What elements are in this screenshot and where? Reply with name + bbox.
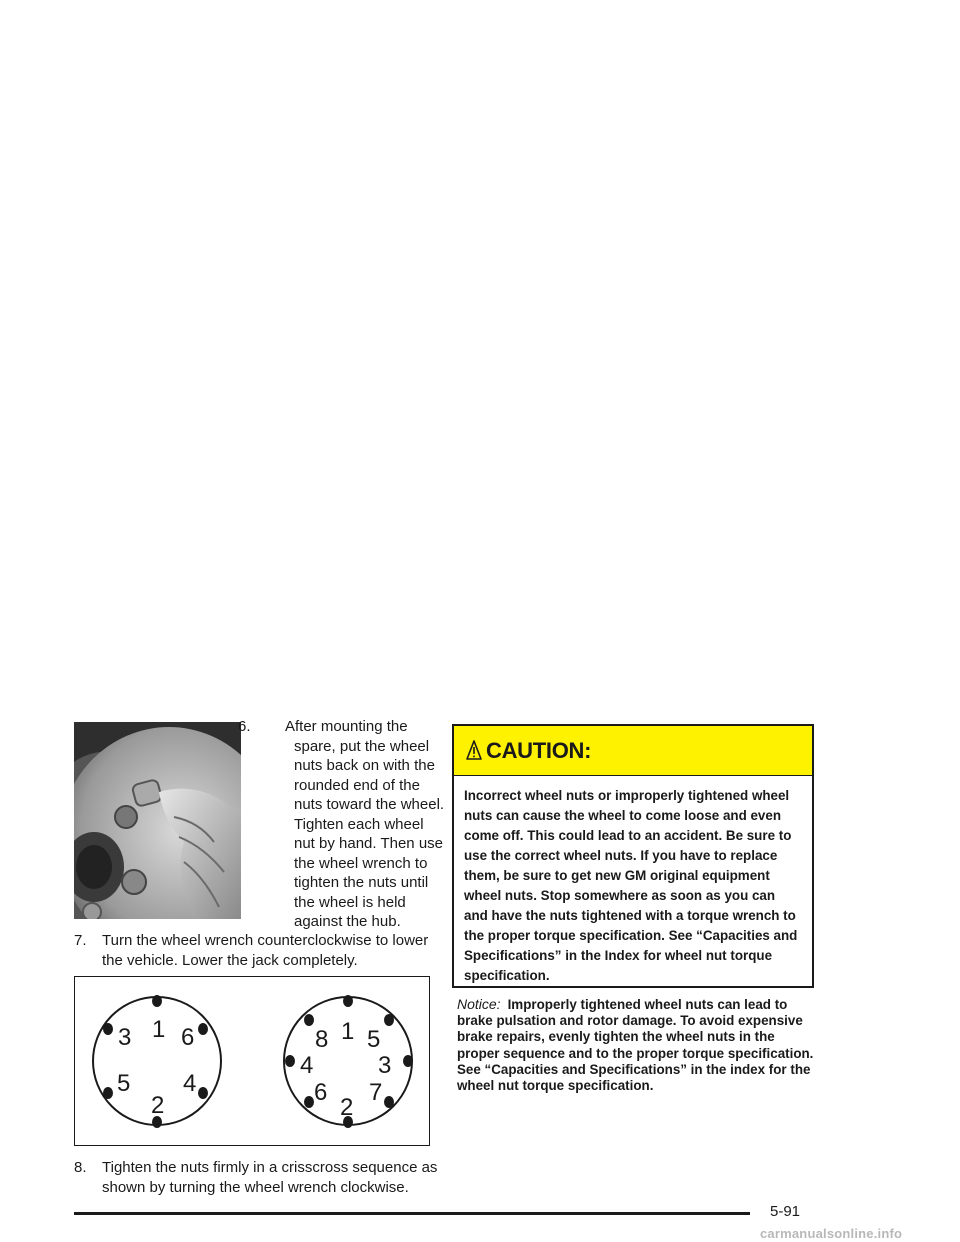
- watermark: carmanualsonline.info: [760, 1226, 903, 1241]
- six-lug-label: 3: [118, 1024, 132, 1051]
- step-text: Turn the wheel wrench counterclockwise to lower the vehicle. Lower the jack completely.: [102, 932, 429, 969]
- eight-lug-label: 3: [378, 1052, 392, 1079]
- footer-rule: [74, 1212, 750, 1215]
- notice-text: Improperly tightened wheel nuts can lead to brake pulsation and rotor damage. To avoid expensive brake repairs, evenly tighten the wheel nuts in the proper sequence and to the proper torque specification. See “Capacities and Specifications” in the index for the wheel nut torque specification.: [457, 997, 814, 1094]
- step-text: After mounting the spare, put the wheel nuts back on with the rounded end of the nuts toward the wheel. Tighten each wheel nut by hand. Then use the wheel wrench to tighten the nuts until the wheel is held against the hub.: [285, 718, 445, 930]
- six-lug-label: 1: [152, 1016, 166, 1043]
- caution-title: CAUTION:: [486, 737, 592, 763]
- notice-paragraph: [457, 996, 817, 1094]
- notice-label: Notice:: [457, 996, 501, 1012]
- six-lug-label: 5: [117, 1070, 131, 1097]
- caution-text: Incorrect wheel nuts or improperly tightened wheel nuts can cause the wheel to come loose and even come off. This could lead to an accident. Be sure to use the correct wheel nuts. If you have to replace them, be sure to get new GM original equipment wheel nuts. Stop somewhere as soon as you can and have the nuts tightened with a torque wrench to the proper torque specification. See “Capacities and Specifications” in the Index for wheel nut torque specification.: [464, 788, 798, 983]
- warning-triangle-icon: [466, 740, 482, 762]
- six-lug-label: 2: [151, 1092, 165, 1119]
- step-text: Tighten the nuts firmly in a crisscross sequence as shown by turning the wheel wrench clockwise.: [102, 1159, 438, 1196]
- eight-lug-label: 4: [300, 1052, 314, 1079]
- eight-lug-label: 2: [340, 1094, 354, 1121]
- step-8: [74, 1158, 444, 1197]
- eight-lug-label: 1: [341, 1018, 355, 1045]
- wheel-nut-photo: [74, 722, 241, 919]
- six-lug-label: 6: [181, 1024, 195, 1051]
- step-6: [238, 717, 446, 932]
- eight-lug-label: 6: [314, 1079, 328, 1106]
- page-number: 5-91: [770, 1203, 801, 1220]
- step-number: 6.: [238, 718, 251, 735]
- eight-lug-label: 8: [315, 1026, 329, 1053]
- eight-lug-label: 7: [369, 1079, 383, 1106]
- step-7: [74, 931, 434, 970]
- caution-box: [452, 724, 814, 988]
- six-lug-label: 4: [183, 1070, 197, 1097]
- lug-nut-sequence-diagram: [74, 976, 430, 1146]
- step-number: 7.: [74, 932, 87, 949]
- caution-header: [454, 726, 812, 776]
- eight-lug-label: 5: [367, 1026, 381, 1053]
- step-number: 8.: [74, 1159, 87, 1176]
